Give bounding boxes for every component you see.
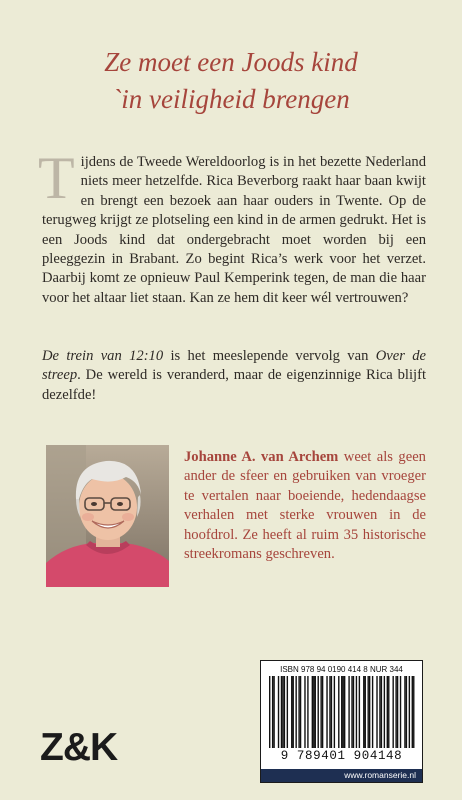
book-title-current: De trein van 12:10 [42,348,164,364]
barcode-bar [392,676,393,748]
barcode-bar [282,676,283,748]
barcode [269,676,416,748]
drop-cap: T [38,145,75,211]
barcode-bar [343,676,344,748]
barcode-bar [351,676,352,748]
barcode-bar [338,676,339,748]
book-title-previous: Over de streep [42,348,426,384]
barcode-bar [341,676,342,748]
barcode-bar [384,676,385,748]
barcode-bar [329,676,330,748]
barcode-bar [413,676,414,748]
barcode-bar [272,676,273,748]
barcode-bar [291,676,292,748]
barcode-bar [281,676,282,748]
barcode-bar [409,676,410,748]
barcode-bar [269,676,270,748]
barcode-bar [367,676,368,748]
barcode-bar [376,676,377,748]
barcode-bar [304,676,305,748]
tagline-line-2: `in veiligheid brengen [112,84,350,114]
blurb-text: ijdens de Tweede Wereldoorlog is in het bezette Nederland niets meer hetzelfde. Rica Beverborg raakt haar baan kwijt en brengt een bezoek aan haar ouders in Twente. Op de terugweg krijgt ze plotseling een kind in de armen gedrukt. Het is een Joods kind dat ondergebracht moet worden bij een pleeggezin in Brabant. Zo begint Rica’s werk voor het verzet. Daarbij komt ze opnieuw Paul Kemperink tegen, de man die haar voor het altaar liet staan. Kan ze hem dit keer wél vertrouwen? [42,154,426,306]
barcode-bar [295,676,296,748]
barcode-bar [359,676,360,748]
barcode-bar [348,676,349,748]
barcode-bar [379,676,380,748]
barcode-bar [365,676,366,748]
tagline-line-1: Ze moet een Joods kind [104,47,358,77]
website-strip: www.romanserie.nl [261,769,422,782]
barcode-bar [287,676,288,748]
barcode-box [260,660,423,783]
barcode-bar [344,676,345,748]
tagline [40,44,422,118]
barcode-bar [331,676,332,748]
barcode-bar [293,676,294,748]
barcode-bar [318,676,319,748]
sequel-text-2: . De wereld is veranderd, maar de eigenzinnige Rica blijft dezelfde! [42,367,426,403]
publisher-logo: Z&K [40,726,118,769]
barcode-bar [387,676,388,748]
barcode-bar [320,676,321,748]
barcode-bar [307,676,308,748]
barcode-bar [381,676,382,748]
isbn-line: ISBN 978 94 0190 414 8 NUR 344 [280,665,403,674]
barcode-bar [298,676,299,748]
barcode-bar [356,676,357,748]
author-name: Johanne A. van Archem [184,449,339,465]
barcode-bar [284,676,285,748]
barcode-bar [322,676,323,748]
barcode-bar [326,676,327,748]
barcode-bar [404,676,405,748]
barcode-bar [395,676,396,748]
barcode-bar [400,676,401,748]
barcode-bar [388,676,389,748]
barcode-bar [312,676,313,748]
barcode-bar [363,676,364,748]
barcode-bar [313,676,314,748]
author-bio [184,448,426,564]
barcode-bar [300,676,301,748]
sequel-paragraph [42,347,426,405]
barcode-bar [278,676,279,748]
barcode-digits: 9 789401 904148 [280,749,403,763]
barcode-bar [273,676,274,748]
barcode-bar [353,676,354,748]
barcode-bar [372,676,373,748]
barcode-bar [315,676,316,748]
blurb-paragraph [38,145,426,308]
author-bio-text: weet als geen ander de sfeer en gebruiken van vroeger te vertalen naar boeiende, hedendaagse verhalen met sterke vrouwen in de hoofdrol. Ze heeft al ruim 35 historische streekromans geschreven. [184,449,426,563]
barcode-bar [406,676,407,748]
barcode-bar [397,676,398,748]
sequel-text-1: is het meeslepende vervolg van [163,348,376,364]
barcode-bar [334,676,335,748]
barcode-bar [369,676,370,748]
author-portrait-illustration [46,445,169,587]
barcode-bar [412,676,413,748]
author-photo [46,445,169,587]
